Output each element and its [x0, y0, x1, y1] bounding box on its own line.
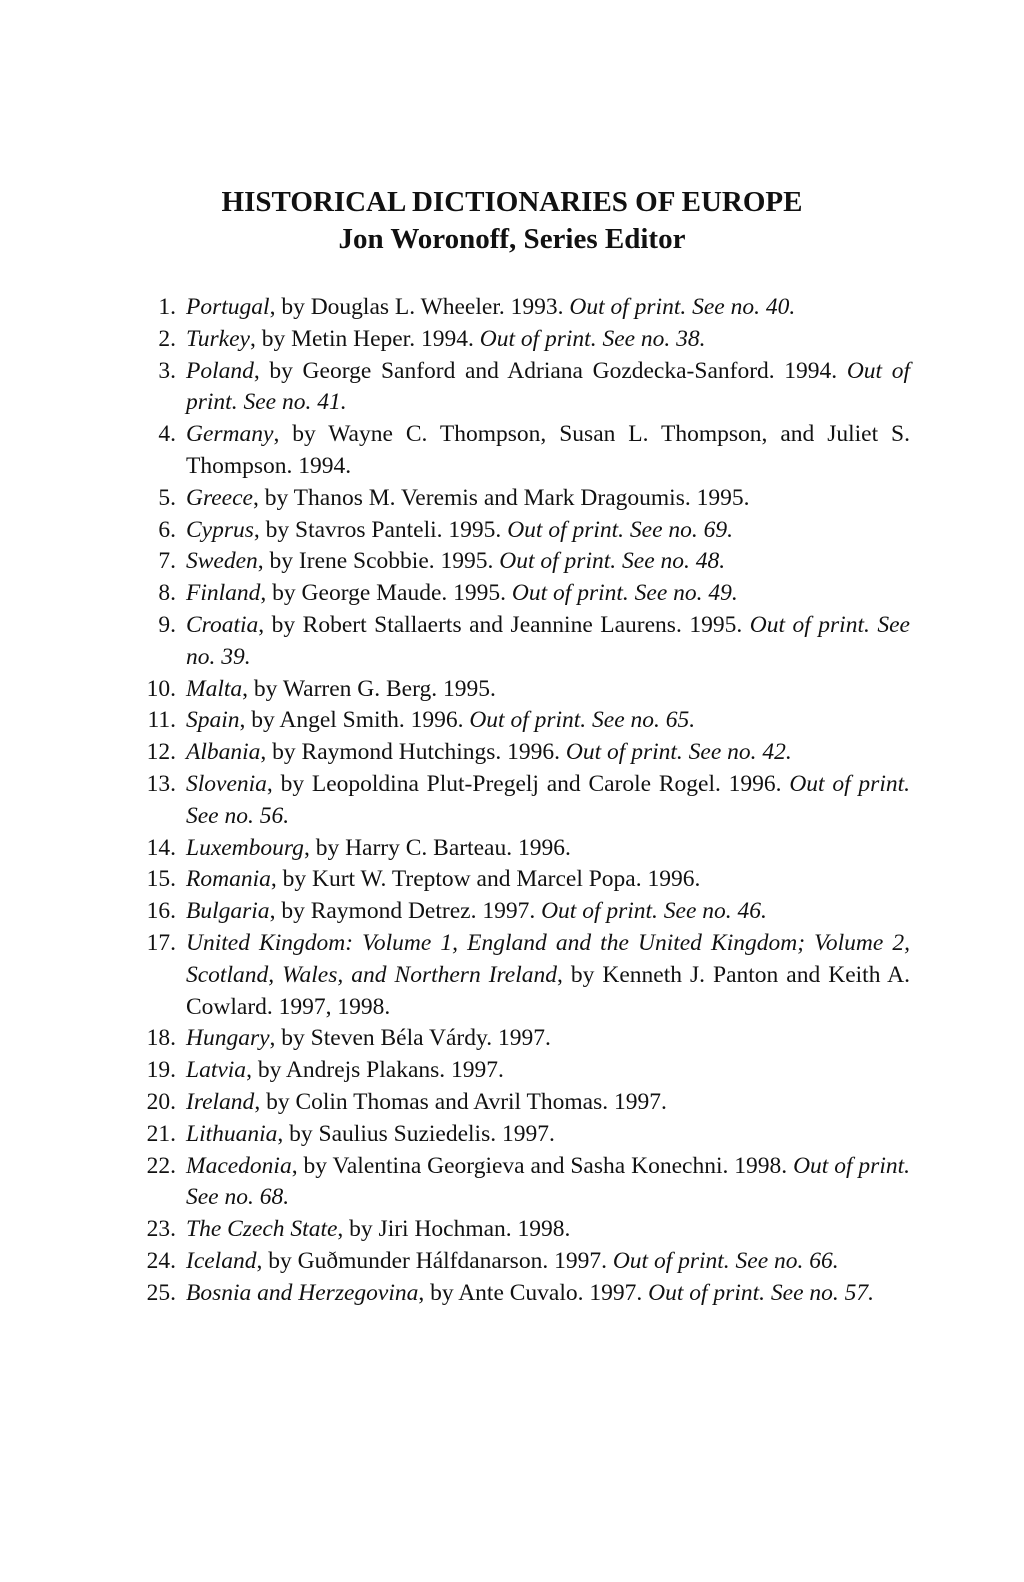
list-item [130, 515, 910, 547]
entry-title: Hungary [186, 1025, 270, 1052]
entry-title: Spain [186, 707, 240, 734]
entry-status: Out of print. See no. 41. [186, 357, 911, 416]
entry-details: , by Metin Heper. 1994. [249, 325, 480, 352]
entry-number: 12. [146, 739, 176, 766]
list-item [130, 1278, 910, 1310]
entry-number: 23. [146, 1216, 176, 1243]
entry-status: Out of print. See no. 56. [186, 770, 911, 829]
series-title: HISTORICAL DICTIONARIES OF EUROPE [221, 186, 803, 218]
entry-number: 10. [146, 675, 176, 702]
entry-details: , by Ante Cuvalo. 1997. [418, 1279, 649, 1306]
entry-number: 21. [146, 1120, 176, 1147]
entry-number: 5. [158, 484, 176, 511]
entry-details: , by Raymond Hutchings. 1996. [260, 739, 566, 766]
entry-details: , by Harry C. Barteau. 1996. [303, 834, 571, 861]
entry-number: 1. [158, 294, 176, 320]
list-item [130, 737, 910, 769]
entry-title: Lithuania [186, 1120, 278, 1147]
entry-number: 19. [146, 1057, 176, 1084]
list-item [130, 292, 910, 324]
entry-details: , by George Sanford and Adriana Gozdecka-Sanford. 1994. [253, 357, 847, 384]
series-heading [0, 184, 1024, 258]
entry-details: , by Leopoldina Plut-Pregelj and Carole Rogel. 1996. [266, 770, 790, 797]
entry-title: Portugal [186, 294, 270, 320]
entry-details: , by Jiri Hochman. 1998. [337, 1216, 571, 1243]
entry-title: The Czech State [186, 1216, 338, 1243]
entry-number: 18. [146, 1025, 176, 1052]
entry-title: Sweden [186, 548, 258, 575]
entry-title: Slovenia [186, 770, 267, 797]
list-item [130, 419, 910, 483]
entry-details: , by Raymond Detrez. 1997. [269, 898, 542, 925]
entry-number: 8. [158, 580, 176, 607]
entry-title: Malta [186, 675, 243, 702]
entry-number: 14. [146, 834, 176, 861]
list-item [130, 1214, 910, 1246]
entry-number: 9. [158, 611, 176, 638]
list-item [130, 674, 910, 706]
entry-status: Out of print. See no. 49. [511, 580, 738, 607]
entry-title: Greece [186, 484, 253, 511]
entry-title: Luxembourg [186, 834, 304, 861]
entry-number: 11. [147, 707, 176, 734]
entry-title: Finland [186, 580, 261, 607]
entry-title: United Kingdom: Volume 1, England and the United Kingdom; Volume 2, Scotland, Wales, and Northern Ireland [186, 929, 910, 988]
list-item [130, 356, 910, 420]
entry-details: , by George Maude. 1995. [260, 580, 512, 607]
entry-details: , by Thanos M. Veremis and Mark Dragoumis. 1995. [252, 484, 750, 511]
entry-status: Out of print. See no. 46. [541, 898, 767, 925]
entry-title: Bosnia and Herzegovina [186, 1279, 419, 1306]
entry-number: 13. [146, 770, 176, 797]
list-item [130, 1119, 910, 1151]
entry-status: Out of print. See no. 38. [479, 325, 706, 352]
dictionary-list [130, 292, 910, 1310]
entry-title: Albania [186, 739, 261, 766]
entry-title: Bulgaria [186, 898, 270, 925]
list-item [130, 1055, 910, 1087]
list-item [130, 705, 910, 737]
entry-number: 6. [158, 516, 176, 543]
list-item [130, 1087, 910, 1119]
entry-number: 3. [158, 357, 176, 384]
entry-number: 24. [146, 1247, 176, 1274]
entry-number: 7. [158, 548, 176, 575]
list-item [130, 1023, 910, 1055]
entry-number: 22. [146, 1152, 176, 1179]
entry-status: Out of print. See no. 68. [186, 1152, 911, 1211]
entry-details: , by Stavros Panteli. 1995. [253, 516, 508, 543]
list-item [130, 324, 910, 356]
entry-details: , by Angel Smith. 1996. [239, 707, 470, 734]
list-item [130, 610, 910, 674]
entry-title: Romania [186, 866, 271, 893]
entry-status: Out of print. See no. 40. [569, 294, 796, 320]
entry-status: Out of print. See no. 69. [507, 516, 734, 543]
list-item [130, 833, 910, 865]
entry-number: 16. [146, 898, 176, 925]
entry-title: Ireland [186, 1088, 255, 1115]
entry-details: , by Wayne C. Thompson, Susan L. Thompson, and Juliet S. Thompson. 1994. [186, 421, 910, 479]
entry-status: Out of print. See no. 48. [499, 548, 726, 575]
list-item [130, 864, 910, 896]
list-item [130, 578, 910, 610]
entry-details: , by Guðmunder Hálfdanarson. 1997. [256, 1247, 613, 1274]
entry-details: , by Irene Scobbie. 1995. [257, 548, 500, 575]
list-item [130, 483, 910, 515]
entry-status: Out of print. See no. 39. [186, 611, 910, 670]
entry-number: 2. [158, 325, 176, 352]
entry-details: , by Andrejs Plakans. 1997. [246, 1057, 504, 1084]
entry-details: , by Steven Béla Várdy. 1997. [269, 1025, 551, 1052]
list-item [130, 928, 910, 1023]
entry-details: , by Douglas L. Wheeler. 1993. [269, 294, 570, 320]
entry-details: , by Colin Thomas and Avril Thomas. 1997. [254, 1088, 667, 1115]
list-item [130, 546, 910, 578]
list-item [130, 1151, 910, 1215]
entry-number: 15. [146, 866, 176, 893]
series-editor: Jon Woronoff, Series Editor [338, 223, 686, 255]
entry-number: 20. [146, 1088, 176, 1115]
entry-title: Poland [186, 357, 254, 384]
entry-title: Germany [186, 421, 274, 448]
entry-number: 25. [146, 1279, 176, 1306]
entry-number: 4. [158, 421, 176, 448]
entry-status: Out of print. See no. 42. [565, 739, 792, 766]
entry-details: , by Valentina Georgieva and Sasha Konechni. 1998. [291, 1152, 794, 1179]
entry-title: Turkey [186, 325, 250, 352]
entry-details: , by Saulius Suziedelis. 1997. [277, 1120, 555, 1147]
entry-details: , by Robert Stallaerts and Jeannine Laurens. 1995. [258, 611, 750, 638]
entry-number: 17. [146, 929, 176, 956]
entry-details: , by Kenneth J. Panton and Keith A. Cowlard. 1997, 1998. [186, 961, 910, 1020]
list-item [130, 769, 910, 833]
entry-status: Out of print. See no. 66. [612, 1247, 839, 1274]
entry-details: , by Kurt W. Treptow and Marcel Popa. 1996. [270, 866, 701, 893]
entry-status: Out of print. See no. 57. [648, 1279, 874, 1306]
list-item [130, 896, 910, 928]
entry-title: Croatia [186, 611, 259, 638]
entry-details: , by Warren G. Berg. 1995. [242, 675, 496, 702]
entry-title: Iceland [186, 1247, 257, 1274]
entry-title: Cyprus [186, 516, 254, 543]
entry-title: Latvia [186, 1057, 247, 1084]
entry-title: Macedonia [186, 1152, 292, 1179]
list-item [130, 1246, 910, 1278]
entry-status: Out of print. See no. 65. [469, 707, 696, 734]
